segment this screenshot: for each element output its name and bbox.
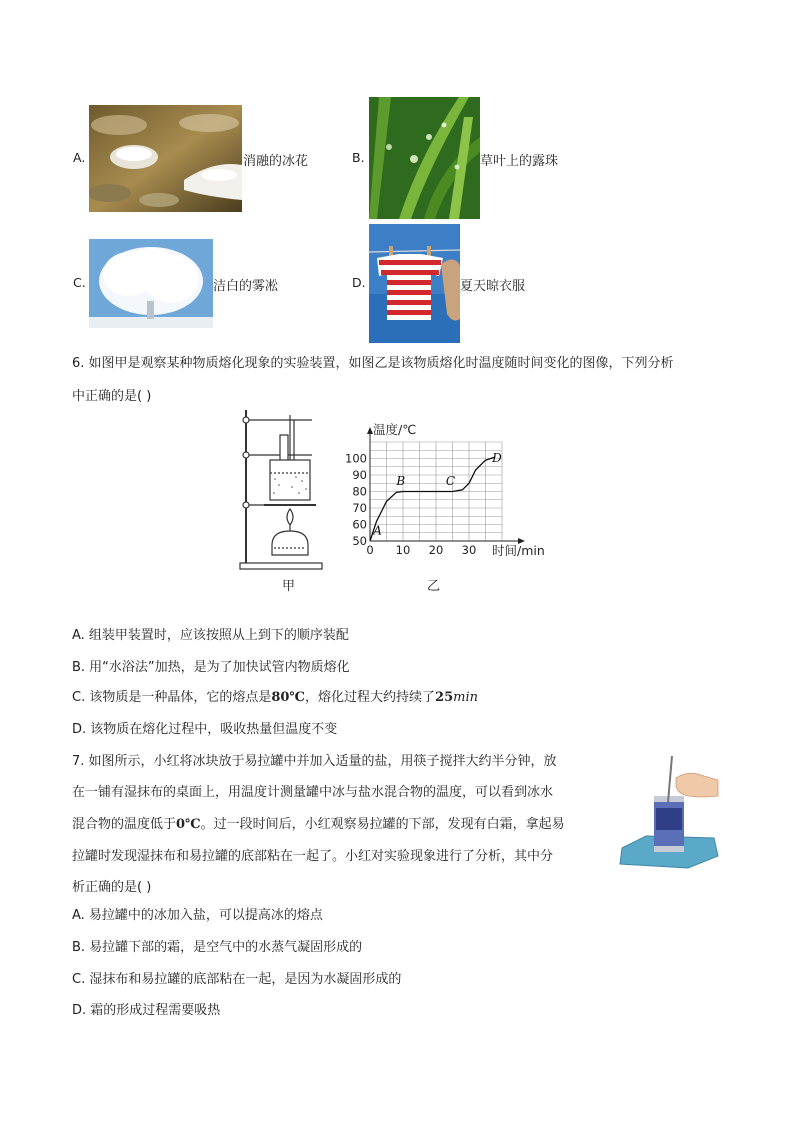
q6-option-a: A. 组装甲装置时，应该按照从上到下的顺序装配	[72, 628, 349, 643]
q7-stem-line1: 7. 如图所示，小红将冰块放于易拉罐中并加入适量的盐，用筷子搅拌大约半分钟，放	[72, 754, 557, 769]
q5-option-c-caption: 洁白的雾凇	[213, 279, 279, 294]
q6-option-c-middle: ，熔化过程大约持续了	[305, 690, 436, 705]
melting-duration-unit: min	[453, 690, 478, 705]
y-axis-label: 温度/℃	[373, 422, 417, 437]
temperature-time-chart	[340, 408, 562, 560]
y-tick-label: 100	[345, 451, 367, 466]
q7-line3-suffix: 。过一段时间后，小红观察易拉罐的下部，发现有白霜，拿起易	[200, 817, 565, 832]
chart-ticks	[345, 422, 545, 558]
point-label-c: C	[445, 473, 456, 488]
dew-on-grass-image	[369, 97, 480, 219]
melting-apparatus-diagram	[234, 405, 326, 577]
q5-option-d-label: D.	[352, 275, 366, 290]
point-label-d: D	[492, 450, 502, 465]
q6-option-d: D. 该物质在熔化过程中，吸收热量但温度不变	[72, 722, 338, 737]
x-tick-label: 0	[366, 543, 374, 557]
q5-option-c-label: C.	[73, 275, 86, 290]
q5-option-a-label: A.	[73, 150, 86, 165]
y-tick-label: 80	[352, 484, 367, 499]
y-tick-label: 60	[352, 517, 367, 532]
white-rime-tree-image	[89, 239, 213, 328]
q5-option-d-caption: 夏天晾衣服	[460, 279, 526, 294]
melting-duration-value: 25	[435, 690, 454, 705]
zero-celsius-value: 0℃	[176, 817, 201, 832]
q6-option-c-prefix: C. 该物质是一种晶体，它的熔点是	[72, 690, 272, 705]
y-tick-label: 90	[352, 468, 367, 482]
q6-option-c	[72, 686, 478, 705]
q7-option-a: A. 易拉罐中的冰加入盐，可以提高冰的熔点	[72, 908, 323, 923]
q7-stem-line2: 在一铺有湿抹布的桌面上，用温度计测量罐中冰与盐水混合物的温度，可以看到冰水	[72, 785, 554, 800]
temperature-curve	[370, 457, 495, 541]
q7-option-b: B. 易拉罐下部的霜，是空气中的水蒸气凝固形成的	[72, 940, 363, 955]
q7-stem-line3	[72, 813, 565, 832]
x-tick-label: 20	[428, 543, 444, 557]
q7-stem-line4: 拉罐时发现湿抹布和易拉罐的底部粘在一起了。小红对实验现象进行了分析，其中分	[72, 849, 554, 864]
q7-line3-prefix: 混合物的温度低于	[72, 817, 177, 832]
y-tick-label: 70	[352, 501, 367, 515]
q7-option-d: D. 霜的形成过程需要吸热	[72, 1003, 221, 1018]
q5-option-b-caption: 草叶上的露珠	[480, 154, 559, 169]
point-label-b: B	[396, 473, 406, 488]
can-with-ice-image	[618, 752, 720, 870]
fig-yi-caption: 乙	[427, 579, 441, 594]
x-tick-label: 10	[395, 543, 411, 557]
fig-jia-caption: 甲	[282, 579, 296, 594]
q6-stem-line1: 6. 如图甲是观察某种物质熔化现象的实验装置，如图乙是该物质熔化时温度随时间变化的图像，下列分析	[72, 356, 674, 371]
drying-clothes-image	[369, 224, 460, 343]
q7-option-c: C. 湿抹布和易拉罐的底部粘在一起，是因为水凝固形成的	[72, 972, 402, 987]
x-axis-label: 时间/min	[492, 543, 545, 558]
melting-ice-flower-image	[89, 105, 242, 212]
q5-option-b-label: B.	[352, 150, 365, 165]
point-label-a: A	[373, 523, 382, 538]
melting-point-value: 80℃	[271, 690, 306, 705]
q6-option-b: B. 用“水浴法”加热，是为了加快试管内物质熔化	[72, 660, 350, 675]
chart-series	[370, 457, 495, 541]
q7-stem-line5: 析正确的是( )	[72, 880, 152, 895]
y-tick-label: 50	[352, 534, 367, 548]
x-tick-label: 30	[461, 543, 477, 557]
q5-option-a-caption: 消融的冰花	[243, 154, 309, 169]
q6-stem-line2: 中正确的是( )	[72, 389, 152, 404]
